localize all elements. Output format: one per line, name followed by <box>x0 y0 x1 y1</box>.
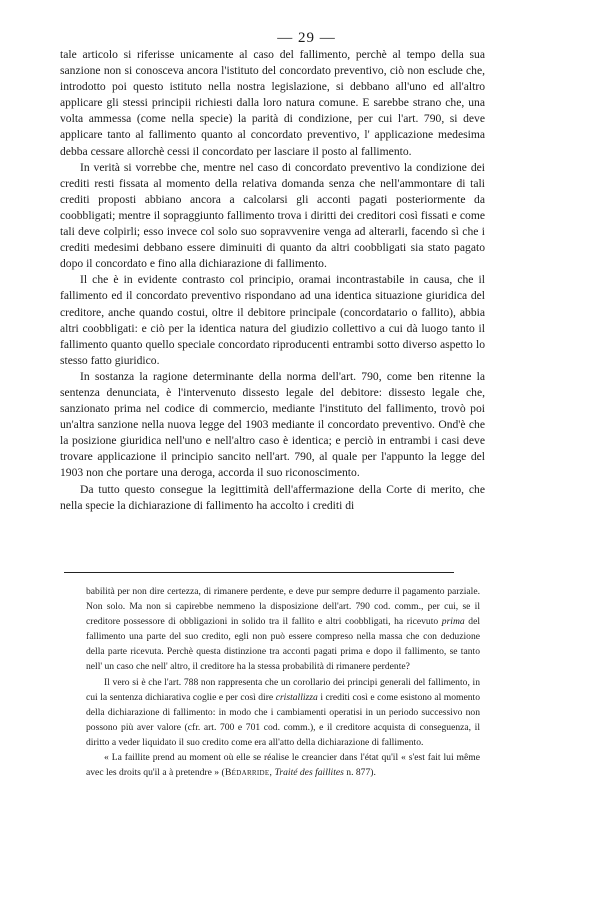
footnote-text: babilità per non dire certezza, di rimanere perdente, e deve pur sempre dedurre il pagamento parziale. Non solo. Ma non si capirebbe nemmeno la disposizione dell'art. 790 cod. comm., per cui, se il creditore possessore di obbligazioni in solido tra il fallito e altri coobbligati, ha ricevuto <box>86 586 480 628</box>
body-paragraph: In sostanza la ragione determinante della norma dell'art. 790, come ben ritenne la sentenza denunciata, è l'intervenuto dissesto legale del debitore: dissesto legale che, sanzionato prima nel codice di commercio, mediante l'instituto del fallimento, trovò poi un'altra sanzione nella nuova legge del 1903 mediante il concordato preventivo. Ond'è che la posizione giuridica nell'uno e nell'altro caso è identica; e perciò in entrambi i casi deve trovare applicazione il principio sancito nell'art. 790, al quale per l'appunto la legge del 1903 non che portare una deroga, accorda il suo riconoscimento. <box>60 369 485 480</box>
footnote-quote-text: « La faillite prend au moment où elle se réalise le creancier dans l'état qu'il « s'est fait lui même avec les droits qu'il a à pretendre » <box>86 752 480 779</box>
footnote-paragraph <box>86 675 480 750</box>
footnote-divider <box>64 572 454 573</box>
footnote-italic: prima <box>441 616 465 628</box>
footnote-paragraph <box>86 584 480 675</box>
main-text <box>60 47 485 514</box>
footnotes <box>86 584 480 780</box>
footnote-work-title: Traité des faillites <box>274 767 344 779</box>
footnote-reference: n. 877). <box>346 767 376 779</box>
footnote-quote <box>86 750 480 780</box>
footnote-italic: cristallizza <box>275 691 318 703</box>
footnote-author: (Bédarride, <box>221 767 273 779</box>
body-paragraph: In verità si vorrebbe che, mentre nel caso di concordato preventivo la condizione dei crediti resti fissata al momento della relativa domanda senza che nell'ammontare di tali crediti proposti abbiano ancora a calcolarsi gli acconti pagati posteriormente da coobbligati; mentre il sopraggiunto fallimento trova i diritti dei creditori così fissati e come tali deve colpirli; esso invece col solo suo sopravvenire venga ad alterarli, facendo sì che i crediti medesimi debbano essere diminuiti di quanto da altri coobbligati sia stato pagato dopo il concordato e fino alla dichiarazione di fallimento. <box>60 160 485 271</box>
footnote-text: Il vero si è che l'art. 788 non rappresenta che un corollario dei principi generali del fallimento, in cui la sentenza dichiarativa coglie e per così dire <box>86 676 480 703</box>
page-number: — 29 — <box>277 30 336 46</box>
footnote-text: del fallimento una parte del suo credito, egli non può essere compreso nella massa che con deduzione della parte ricevuta. Perchè questa distinzione tra acconti pagati prima e dopo il fallimento, se tanto nell' un caso che nell' altro, il creditore ha la stessa probabilità di rimanere perdente? <box>86 616 481 673</box>
footnote-text: i crediti così e come esistono al momento della dichiarazione di fallimento: in modo che i cambiamenti operatisi in un periodo successivo non possono più aver valore (cfr. art. 700 e 701 cod. comm.), e il creditore acquista di conseguenza, il diritto a veder liquidato il suo credito come era all'atto della dichiarazione di fallimento. <box>86 691 480 748</box>
body-paragraph: tale articolo si riferisse unicamente al caso del fallimento, perchè al tempo della sua sanzione non si conosceva ancora l'istituto del concordato preventivo, ciò non esclude che, introdotto poi questo istituto nella nostra legislazione, si debbano all'uno ed all'altro applicare gli stessi principii richiesti dalla loro natura comune. E sarebbe strano che, una volta ammessa (come nella specie) la parità di condizione, per cui l'art. 790, si deve applicare tanto al fallimento quanto al concordato preventivo, l' applicazione medesima debba cessare allorchè cessi il concordato per lasciare il posto al fallimento. <box>60 48 485 158</box>
body-paragraph: Il che è in evidente contrasto col principio, oramai incontrastabile in causa, che il fallimento ed il concordato preventivo rispondano ad una identica situazione giuridica del creditore, anche quando costui, oltre il debitore principale (concordatario o fallito), abbia altri coobbligati: e ciò per la identica natura del giudizio collettivo a cui dà luogo tanto il fallimento quanto quello speciale concordato riproducenti entrambi sotto diverso aspetto lo stesso fatto giuridico. <box>60 273 485 367</box>
body-paragraph: Da tutto questo consegue la legittimità dell'affermazione della Corte di merito, che nella specie la dichiarazione di fallimento ha accolto i crediti di <box>60 482 485 512</box>
